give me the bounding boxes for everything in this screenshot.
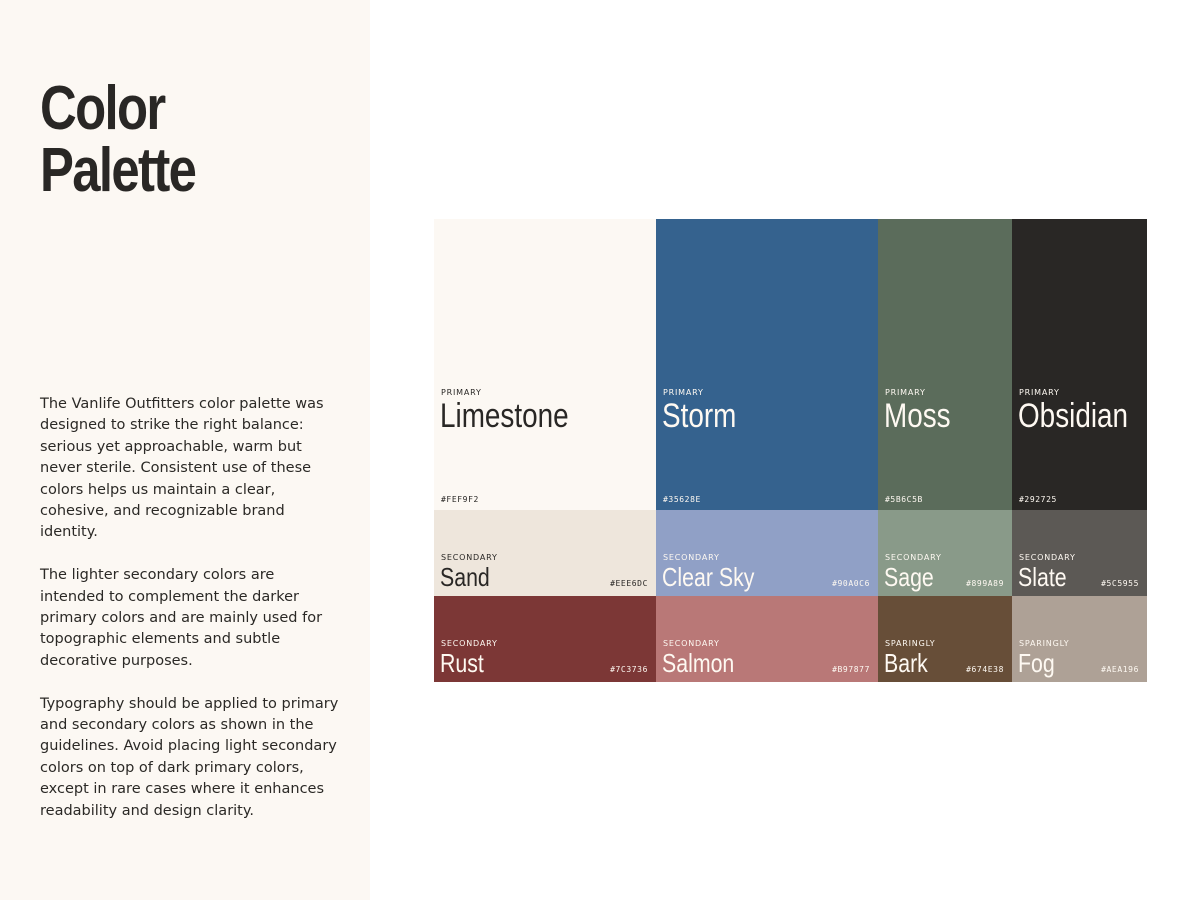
swatch-role-label: SPARINGLY <box>885 639 936 648</box>
swatch-hex-code: #5B6C5B <box>885 495 923 504</box>
swatch-hex-code: #7C3736 <box>610 665 648 674</box>
color-palette-grid <box>434 219 1147 682</box>
swatch-name: Sage <box>884 562 934 592</box>
swatch-name: Moss <box>884 397 951 435</box>
description-paragraph: The lighter secondary colors are intended to complement the darker primary colors and are mainly used for topographic elements and subtle decorative purposes. <box>40 567 323 669</box>
swatch-hex-code: #292725 <box>1019 495 1057 504</box>
page-title-line-2: Palette <box>40 136 196 205</box>
swatch-hex-code: #90A0C6 <box>832 579 870 588</box>
swatch-hex-code: #FEF9F2 <box>441 495 479 504</box>
swatch-hex-code: #B97877 <box>832 665 870 674</box>
page-title <box>40 74 196 205</box>
swatch-hex-code: #899A89 <box>966 579 1004 588</box>
description-paragraph: Typography should be applied to primary and secondary colors as shown in the guidelines. Avoid placing light secondary colors on top of dark primary colors, except in rare cases where it enhances readability and design clarity. <box>40 695 339 819</box>
swatch-storm <box>656 219 878 510</box>
swatch-clear-sky <box>656 510 878 596</box>
swatch-hex-code: #EEE6DC <box>610 579 648 588</box>
swatch-name: Rust <box>440 648 484 678</box>
swatch-name: Slate <box>1018 562 1067 592</box>
description-text <box>40 394 340 843</box>
swatch-role-label: PRIMARY <box>1019 388 1060 397</box>
swatch-hex-code: #5C5955 <box>1101 579 1139 588</box>
swatch-name: Salmon <box>662 648 735 678</box>
swatch-role-label: SECONDARY <box>663 639 720 648</box>
swatch-sand <box>434 510 656 596</box>
swatch-role-label: SECONDARY <box>441 639 498 648</box>
swatch-limestone <box>434 219 656 510</box>
swatch-name: Limestone <box>440 397 569 435</box>
swatch-role-label: PRIMARY <box>663 388 704 397</box>
sidebar-panel <box>0 0 370 900</box>
swatch-salmon <box>656 596 878 682</box>
swatch-role-label: SPARINGLY <box>1019 639 1070 648</box>
swatch-hex-code: #AEA196 <box>1101 665 1139 674</box>
swatch-hex-code: #35628E <box>663 495 701 504</box>
swatch-obsidian <box>1012 219 1147 510</box>
swatch-role-label: PRIMARY <box>885 388 926 397</box>
swatch-name: Clear Sky <box>662 562 755 592</box>
swatch-slate <box>1012 510 1147 596</box>
swatch-hex-code: #674E38 <box>966 665 1004 674</box>
swatch-role-label: SECONDARY <box>441 553 498 562</box>
swatch-name: Storm <box>662 397 737 435</box>
swatch-name: Sand <box>440 562 490 592</box>
swatch-role-label: SECONDARY <box>885 553 942 562</box>
swatch-fog <box>1012 596 1147 682</box>
swatch-role-label: SECONDARY <box>1019 553 1076 562</box>
swatch-name: Bark <box>884 648 928 678</box>
swatch-role-label: SECONDARY <box>663 553 720 562</box>
swatch-sage <box>878 510 1012 596</box>
page-title-line-1: Color <box>40 74 165 143</box>
swatch-name: Fog <box>1018 648 1055 678</box>
swatch-rust <box>434 596 656 682</box>
swatch-moss <box>878 219 1012 510</box>
description-paragraph: The Vanlife Outfitters color palette was designed to strike the right balance: serious yet approachable, warm but never sterile. Consistent use of these colors helps us maintain a clear, cohesive, and recognizable brand identity. <box>40 396 324 541</box>
swatch-name: Obsidian <box>1018 397 1129 435</box>
swatch-role-label: PRIMARY <box>441 388 482 397</box>
swatch-bark <box>878 596 1012 682</box>
